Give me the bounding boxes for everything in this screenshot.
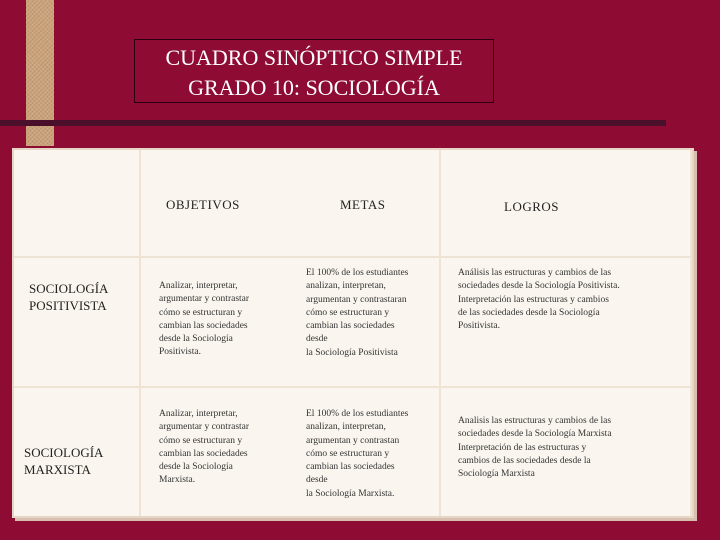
cell-line: cambian las sociedades: [306, 462, 395, 473]
title-line-2: GRADO 10: SOCIOLOGÍA: [188, 75, 440, 100]
column-divider: [439, 150, 441, 516]
cell-metas-positivista: [306, 267, 434, 360]
cell-line: cómo se estructuran y: [306, 307, 390, 318]
column-divider: [139, 150, 141, 516]
row-label-line: MARXISTA: [24, 462, 91, 477]
cell-line: cambios de las sociedades desde la: [458, 455, 591, 466]
cell-line: Analizar, interpretar,: [159, 409, 238, 419]
cell-line: argumentar y contrastar: [159, 294, 250, 305]
slide-title: [134, 39, 494, 103]
cell-line: Marxista.: [159, 475, 196, 486]
cell-line: cómo se estructuran y: [159, 435, 243, 446]
cell-line: cambian las sociedades: [159, 320, 248, 331]
cell-line: desde la Sociología: [159, 334, 233, 345]
cell-logros-marxista: [458, 415, 635, 481]
cell-line: la Sociología Marxista.: [306, 488, 395, 499]
decorative-rule: [0, 120, 666, 126]
cell-line: El 100% de los estudiantes: [306, 268, 409, 278]
row-label-line: SOCIOLOGÍA: [29, 281, 109, 296]
cell-line: Interpretación las estructuras y cambios: [458, 294, 609, 305]
cell-line: Interpretación de las estructuras y: [458, 442, 587, 453]
title-line-1: CUADRO SINÓPTICO SIMPLE: [165, 45, 463, 70]
synoptic-table: [14, 150, 692, 516]
header-logros: LOGROS: [504, 199, 560, 214]
cell-line: cambian las sociedades: [306, 321, 395, 332]
row-divider: [14, 386, 692, 388]
cell-line: la Sociología Positivista: [306, 347, 398, 358]
cell-line: Analizar, interpretar,: [159, 281, 238, 291]
cell-line: argumentan y contrastan: [306, 435, 400, 446]
cell-line: cómo se estructuran y: [306, 448, 390, 459]
row-divider: [14, 256, 692, 258]
cell-line: Sociología Marxista: [458, 469, 535, 480]
cell-line: Positivista.: [159, 347, 201, 358]
row-label-marxista: [24, 444, 103, 478]
header-metas: METAS: [340, 197, 386, 212]
cell-line: Positivista.: [458, 321, 500, 332]
cell-line: cambian las sociedades: [159, 448, 248, 459]
cell-line: desde: [306, 334, 328, 345]
column-divider: [690, 150, 692, 516]
cell-line: sociedades desde la Sociología Positivista.: [458, 281, 620, 292]
cell-line: argumentan y contrastaran: [306, 294, 407, 305]
cell-line: desde: [306, 475, 328, 486]
cell-logros-positivista: [458, 267, 645, 333]
cell-objetivos-positivista: [159, 280, 279, 360]
cell-line: Análisis las estructuras y cambios de las: [458, 268, 612, 278]
cell-line: desde la Sociología: [159, 462, 233, 473]
row-label-line: POSITIVISTA: [29, 298, 107, 313]
header-objetivos: OBJETIVOS: [166, 197, 240, 212]
cell-line: El 100% de los estudiantes: [306, 409, 409, 419]
cell-metas-marxista: [306, 408, 434, 501]
cell-line: analizan, interpretan,: [306, 422, 386, 433]
cell-line: de las sociedades desde la Sociología: [458, 307, 600, 318]
synoptic-table-panel: [12, 148, 694, 518]
cell-line: argumentar y contrastar: [159, 422, 250, 433]
cell-line: sociedades desde la Sociología Marxista: [458, 429, 612, 440]
cell-line: cómo se estructuran y: [159, 307, 243, 318]
row-label-positivista: [29, 280, 108, 314]
cell-line: analizan, interpretan,: [306, 281, 386, 292]
cell-objetivos-marxista: [159, 408, 279, 488]
row-label-line: SOCIOLOGÍA: [24, 445, 104, 460]
cell-line: Analisis las estructuras y cambios de las: [458, 416, 612, 426]
